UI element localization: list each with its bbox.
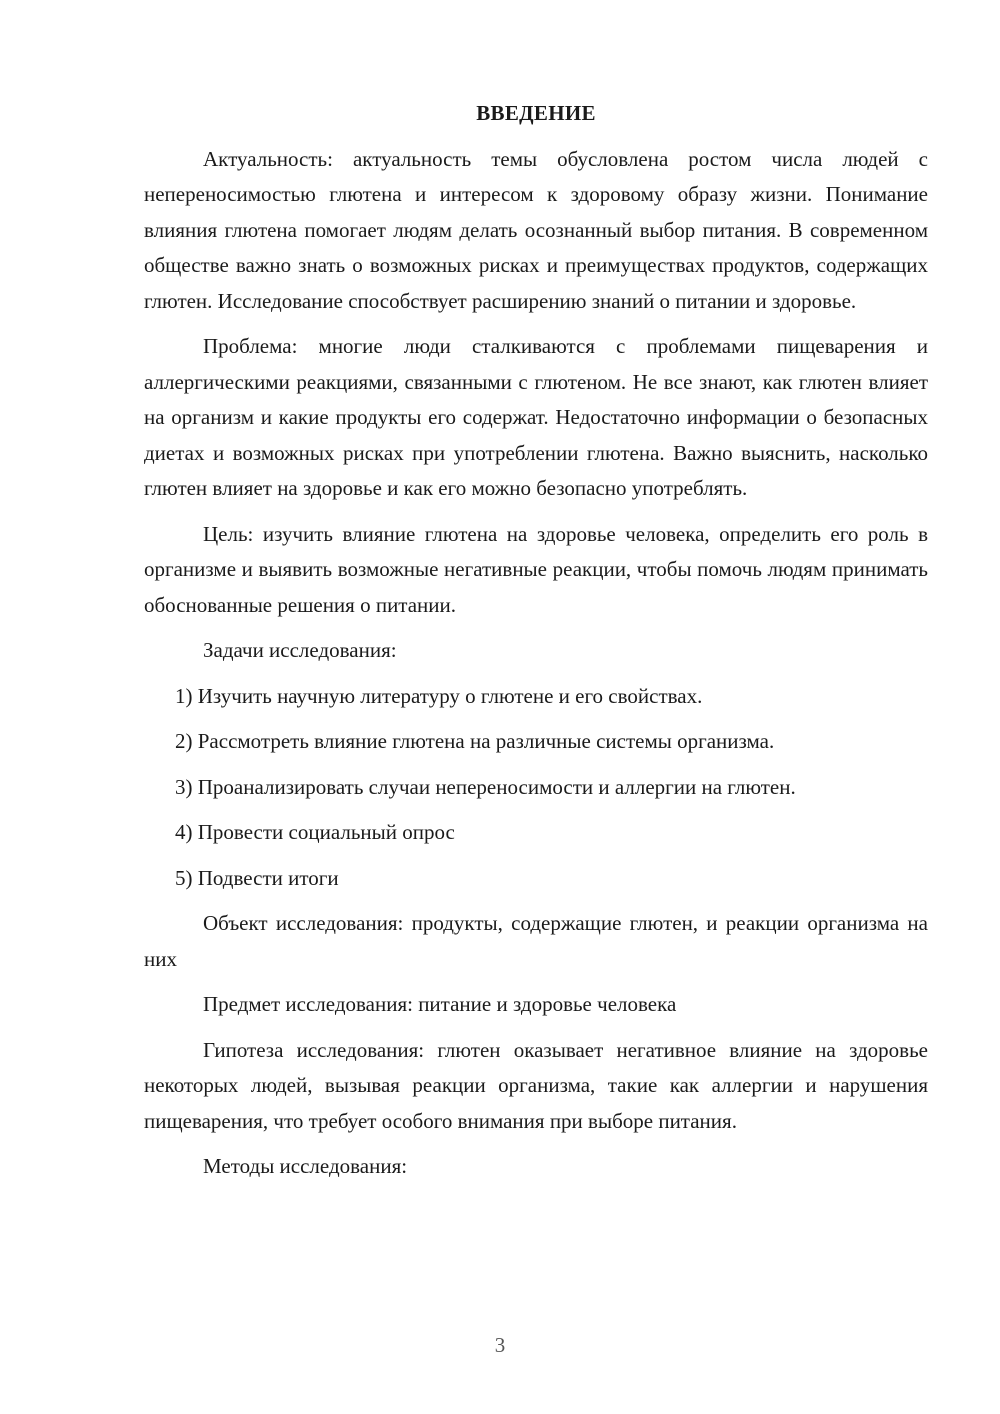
methods-label: Методы исследования: (203, 1154, 408, 1178)
goal-paragraph: Цель: изучить влияние глютена на здоровье человека, определить его роль в организме и выявить возможные негативные реакции, чтобы помочь людям принимать обоснованные решения о питании. (144, 521, 928, 617)
subject-paragraph: Предмет исследования: питание и здоровье человека (203, 992, 677, 1016)
section-heading: ВВЕДЕНИЕ (476, 101, 596, 125)
task-item: 2) Рассмотреть влияние глютена на различные системы организма. (175, 729, 775, 753)
hypothesis-paragraph: Гипотеза исследования: глютен оказывает негативное влияние на здоровье некоторых людей, вызывая реакции организма, такие как аллергии и нарушения пищеварения, что требует особого внимания при выборе питания. (144, 1037, 928, 1133)
tasks-label: Задачи исследования: (203, 638, 397, 662)
object-paragraph: Объект исследования: продукты, содержащие глютен, и реакции организма на них (144, 911, 928, 971)
page-content (144, 96, 928, 1195)
relevance-paragraph: Актуальность: актуальность темы обусловлена ростом числа людей с непереносимостью глютена и интересом к здоровому образу жизни. Понимание влияния глютена помогает людям делать осознанный выбор питания. В современном обществе важно знать о возможных рисках и преимуществах продуктов, содержащих глютен. Исследование способствует расширению знаний о питании и здоровье. (144, 146, 928, 313)
task-item: 3) Проанализировать случаи непереносимости и аллергии на глютен. (175, 774, 796, 799)
task-item: 4) Провести социальный опрос (175, 820, 455, 844)
task-item: 1) Изучить научную литературу о глютене и его свойствах. (175, 683, 703, 708)
problem-paragraph: Проблема: многие люди сталкиваются с проблемами пищеварения и аллергическими реакциями, связанными с глютеном. Не все знают, как глютен влияет на организм и какие продукты его содержат. Недостаточно информации о безопасных диетах и возможных рисках при употреблении глютена. Важно выяснить, насколько глютен влияет на здоровье и как его можно безопасно употреблять. (144, 334, 928, 500)
task-item: 5) Подвести итоги (175, 865, 339, 890)
page-number: 3 (494, 1333, 506, 1357)
